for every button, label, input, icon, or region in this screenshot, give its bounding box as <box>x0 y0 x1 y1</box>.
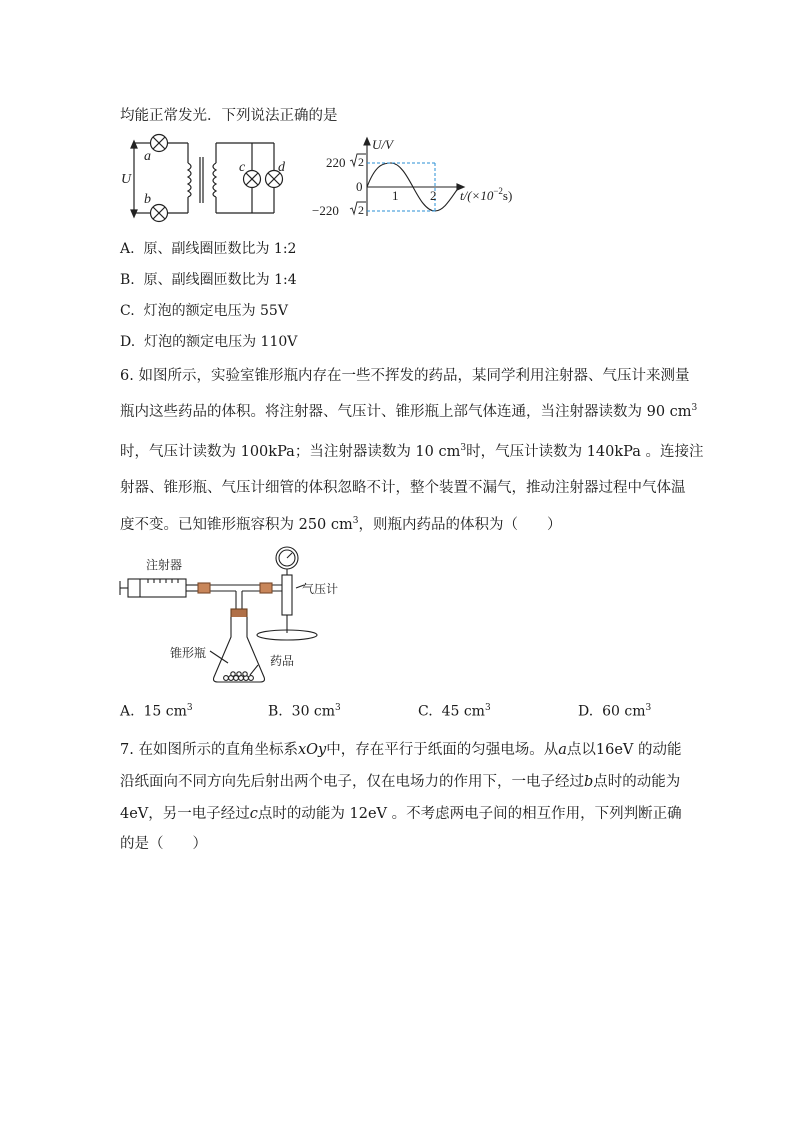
transformer-circuit-diagram <box>120 133 300 223</box>
voltage-time-graph <box>312 136 527 222</box>
y-axis-label: U/V <box>372 137 393 152</box>
syringe-label: 注射器 <box>146 558 183 572</box>
q6-option-a[interactable]: A. 15 $cm^3$ <box>120 703 193 720</box>
q6-option-d[interactable]: D. 60 $cm^3$ <box>578 703 652 720</box>
q7-line-2: 沿纸面向不同方向先后射出两个电子，仅在电场力的作用下，一电子经过b点时的动能为 <box>120 774 681 790</box>
apparatus-figure <box>118 545 358 690</box>
q5-option-b[interactable]: B. 原、副线圈匝数比为 1:4 <box>120 272 297 288</box>
lamp-d-label: d <box>278 160 285 175</box>
x-tick-2: 2 <box>430 188 437 203</box>
gauge-label: 气压计 <box>302 582 339 596</box>
q5-option-a[interactable]: A. 原、副线圈匝数比为 1:2 <box>120 241 297 257</box>
q6-line-4: 射器、锥形瓶、气压计细管的体积忽略不计，整个装置不漏气，推动注射器过程中气体温 <box>120 480 686 496</box>
y-top-tick: 220 <box>326 155 346 170</box>
sqrt2-bottom: 2 <box>358 203 364 217</box>
sqrt2-top: 2 <box>358 155 364 169</box>
q6-option-b[interactable]: B. 30 $cm^3$ <box>268 703 341 720</box>
lamp-b-label: b <box>144 192 151 207</box>
origin-label: 0 <box>356 179 363 194</box>
q5-option-d[interactable]: D. 灯泡的额定电压为 110V <box>120 334 298 350</box>
q6-line-3: 时，气压计读数为 100kPa；当注射器读数为 10 $cm^3$时，气压计读数为 140kPa 。连接注 <box>120 443 704 460</box>
q5-intro-text: 均能正常发光．下列说法正确的是 <box>120 108 338 124</box>
q6-line-1: 6. 如图所示，实验室锥形瓶内存在一些不挥发的药品，某同学利用注射器、气压计来测量 <box>120 368 690 384</box>
flask-label: 锥形瓶 <box>170 646 207 660</box>
y-bottom-tick: −220 <box>312 203 339 218</box>
lamp-a-label: a <box>144 149 151 164</box>
q7-line-3: 4eV，另一电子经过c点时的动能为 12eV 。不考虑两电子间的相互作用，下列判断正确 <box>120 806 682 822</box>
q7-line-4: 的是（ ） <box>120 836 207 852</box>
q7-line-1: 7. 在如图所示的直角坐标系xOy中，存在平行于纸面的匀强电场。从a点以16eV 的动能 <box>120 742 682 758</box>
q6-option-c[interactable]: C. 45 $cm^3$ <box>418 703 491 720</box>
drug-label: 药品 <box>270 654 295 668</box>
q5-option-c[interactable]: C. 灯泡的额定电压为 55V <box>120 303 288 319</box>
q6-line-2: 瓶内这些药品的体积。将注射器、气压计、锥形瓶上部气体连通，当注射器读数为 90 $cm^3$ <box>120 403 698 420</box>
x-axis-label: $t/(\times 10^{-2}s)$ <box>460 186 513 203</box>
x-tick-1: 1 <box>392 188 399 203</box>
lamp-c-label: c <box>239 160 246 175</box>
q6-line-5: 度不变。已知锥形瓶容积为 250 $cm^3$，则瓶内药品的体积为（ ） <box>120 516 562 533</box>
voltage-u-label: U <box>121 172 132 187</box>
